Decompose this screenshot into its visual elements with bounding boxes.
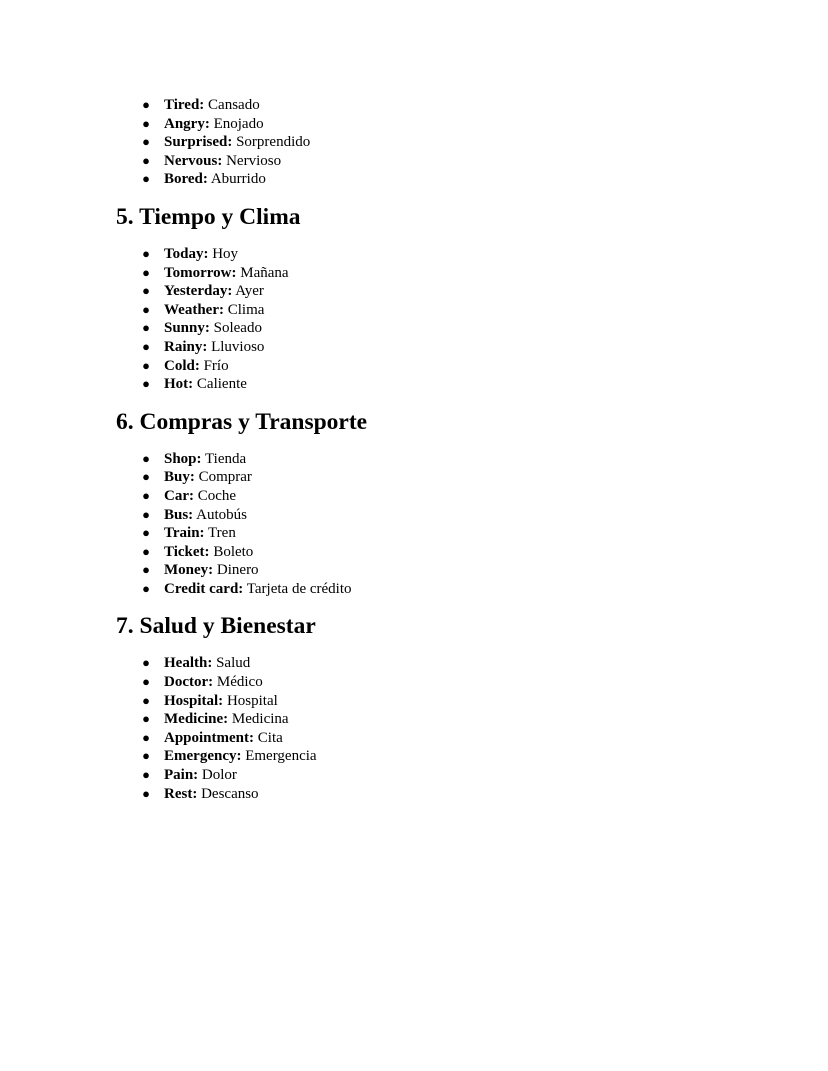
vocab-term: Sunny: <box>164 320 210 337</box>
vocab-translation: Autobús <box>196 506 247 523</box>
bullet-icon: ● <box>142 506 150 522</box>
bullet-icon: ● <box>142 376 150 392</box>
bullet-icon: ● <box>142 152 150 168</box>
bullet-icon: ● <box>142 580 150 596</box>
bullet-icon: ● <box>142 525 150 541</box>
vocab-translation: Mañana <box>240 264 289 281</box>
list-item <box>142 506 796 525</box>
bullet-icon: ● <box>142 171 150 187</box>
list-item <box>142 301 796 320</box>
vocab-translation: Dolor <box>201 767 237 784</box>
list-item <box>142 319 796 338</box>
list-item <box>142 654 796 673</box>
vocab-term: Money: <box>164 562 214 579</box>
vocab-translation: Tren <box>208 525 236 542</box>
vocab-translation: Tarjeta de crédito <box>246 580 352 597</box>
vocab-term: Doctor: <box>164 674 214 691</box>
vocab-term: Buy: <box>164 469 195 486</box>
vocab-term: Hot: <box>164 376 194 393</box>
list-item <box>142 245 796 264</box>
section-heading-compras-y-transporte: 6. Compras y Transporte <box>116 408 368 435</box>
vocab-list-salud-y-bienestar <box>116 654 796 803</box>
vocab-term: Train: <box>164 525 205 542</box>
list-item <box>142 729 796 748</box>
vocab-translation: Dinero <box>216 562 259 579</box>
vocab-term: Rainy: <box>164 338 208 355</box>
vocab-translation: Comprar <box>198 469 252 486</box>
vocab-translation: Emergencia <box>245 748 317 765</box>
vocab-translation: Hoy <box>212 245 239 262</box>
list-item <box>142 133 796 152</box>
list-item <box>142 524 796 543</box>
list-item <box>142 338 796 357</box>
list-item <box>142 170 796 189</box>
list-item <box>142 673 796 692</box>
vocab-term: Tomorrow: <box>164 264 237 281</box>
vocab-term: Pain: <box>164 767 199 784</box>
bullet-icon: ● <box>142 469 150 485</box>
vocab-term: Yesterday: <box>164 283 233 300</box>
bullet-icon: ● <box>142 283 150 299</box>
vocab-translation: Ayer <box>235 283 264 300</box>
bullet-icon: ● <box>142 338 150 354</box>
list-item <box>142 747 796 766</box>
list-item <box>142 264 796 283</box>
vocab-term: Car: <box>164 487 194 504</box>
vocab-term: Health: <box>164 655 213 672</box>
vocab-term: Shop: <box>164 450 202 467</box>
vocab-translation: Salud <box>216 655 251 672</box>
vocab-translation: Sorprendido <box>236 134 311 151</box>
list-item <box>142 96 796 115</box>
vocab-list-emotions <box>116 96 796 189</box>
bullet-icon: ● <box>142 450 150 466</box>
vocab-translation: Medicina <box>231 711 289 728</box>
vocab-translation: Hospital <box>226 692 278 709</box>
bullet-icon: ● <box>142 320 150 336</box>
vocab-translation: Boleto <box>213 543 254 560</box>
vocab-term: Rest: <box>164 785 198 802</box>
vocab-translation: Caliente <box>196 376 247 393</box>
vocab-term: Medicine: <box>164 711 229 728</box>
bullet-icon: ● <box>142 301 150 317</box>
vocab-translation: Enojado <box>213 115 264 132</box>
list-item <box>142 487 796 506</box>
vocab-term: Cold: <box>164 357 200 374</box>
vocab-translation: Aburrido <box>210 171 266 188</box>
bullet-icon: ● <box>142 692 150 708</box>
document-content <box>116 96 796 803</box>
vocab-term: Angry: <box>164 115 210 132</box>
section-heading-salud-y-bienestar: 7. Salud y Bienestar <box>116 613 316 640</box>
bullet-icon: ● <box>142 543 150 559</box>
list-item <box>142 543 796 562</box>
bullet-icon: ● <box>142 748 150 764</box>
bullet-icon: ● <box>142 357 150 373</box>
vocab-term: Appointment: <box>164 729 255 746</box>
list-item <box>142 561 796 580</box>
bullet-icon: ● <box>142 711 150 727</box>
vocab-translation: Nervioso <box>226 152 282 169</box>
bullet-icon: ● <box>142 245 150 261</box>
bullet-icon: ● <box>142 487 150 503</box>
vocab-translation: Soleado <box>213 320 262 337</box>
vocab-term: Tired: <box>164 97 205 113</box>
list-item <box>142 450 796 469</box>
list-item <box>142 375 796 394</box>
vocab-term: Weather: <box>164 301 224 318</box>
list-item <box>142 785 796 804</box>
vocab-translation: Descanso <box>201 785 259 802</box>
vocab-term: Bored: <box>164 171 208 188</box>
vocab-translation: Cansado <box>208 97 260 113</box>
list-item <box>142 580 796 599</box>
list-item <box>142 282 796 301</box>
vocab-translation: Clima <box>227 301 265 318</box>
vocab-term: Surprised: <box>164 134 233 151</box>
vocab-term: Emergency: <box>164 748 242 765</box>
vocab-term: Hospital: <box>164 692 224 709</box>
bullet-icon: ● <box>142 767 150 783</box>
vocab-list-compras-y-transporte <box>116 450 796 599</box>
bullet-icon: ● <box>142 115 150 131</box>
bullet-icon: ● <box>142 655 150 671</box>
list-item <box>142 115 796 134</box>
vocab-translation: Lluvioso <box>211 338 265 355</box>
bullet-icon: ● <box>142 134 150 150</box>
vocab-translation: Coche <box>197 487 237 504</box>
vocab-term: Ticket: <box>164 543 210 560</box>
vocab-translation: Tienda <box>205 450 247 467</box>
vocab-list-tiempo-y-clima <box>116 245 796 394</box>
vocab-term: Bus: <box>164 506 194 523</box>
vocab-term: Today: <box>164 245 209 262</box>
vocab-term: Credit card: <box>164 580 244 597</box>
bullet-icon: ● <box>142 729 150 745</box>
list-item <box>142 357 796 376</box>
vocab-translation: Médico <box>216 674 263 691</box>
bullet-icon: ● <box>142 674 150 690</box>
list-item <box>142 710 796 729</box>
vocab-term: Nervous: <box>164 152 223 169</box>
bullet-icon: ● <box>142 264 150 280</box>
list-item <box>142 766 796 785</box>
bullet-icon: ● <box>142 562 150 578</box>
section-heading-tiempo-y-clima: 5. Tiempo y Clima <box>116 203 301 230</box>
list-item <box>142 692 796 711</box>
vocab-translation: Frío <box>203 357 229 374</box>
list-item <box>142 468 796 487</box>
vocab-translation: Cita <box>257 729 283 746</box>
bullet-icon: ● <box>142 97 150 112</box>
list-item <box>142 152 796 171</box>
bullet-icon: ● <box>142 785 150 801</box>
